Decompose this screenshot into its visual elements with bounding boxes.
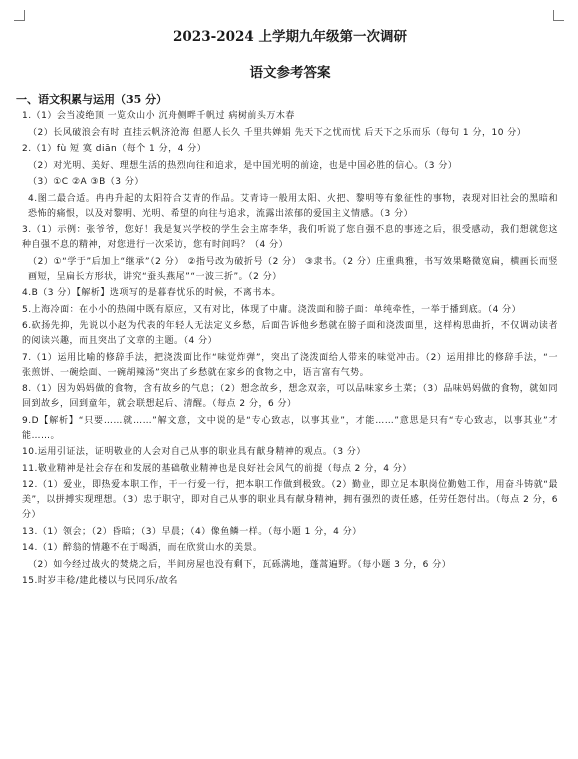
answer-q5: 5.上海冷面：在小小的热闹中既有原应，又有对比，体现了中庸。浇泼面和膀子面：单纯牵性，一举于播到底。（4 分）: [22, 304, 522, 315]
answer-q8: 8.（1）因为妈妈做的食物，含有故乡的气息；（2）想念故乡，想念双亲，可以品味家乡土菜；（3）品味妈妈做的食物，就如同回到故乡，回到童年，就会联想起后、清醒。（每点 2 分，6 分）: [22, 384, 558, 409]
answer-q10: 10.运用引证法，证明敬业的人会对自己从事的职业具有献身精神的观点。（3 分）: [22, 447, 366, 457]
answer-q7: 7.（1）运用比喻的修辞手法，把浇泼面比作“味觉炸弹”，突出了浇泼面给人带来的味觉冲击。（2）运用排比的修辞手法，“一张煎饼、一碗烩面、一碗胡辣汤”突出了乡愁就在家乡的食物之中，语言富有气势。: [22, 352, 558, 378]
section-heading: 一、语文积累与运用（35 分）: [16, 93, 168, 106]
answer-q2-1: 2.（1）fù 短 寞 diān（每个 1 分，4 分）: [22, 144, 207, 154]
answer-q11: 11.敬业精神是社会存在和发展的基础敬业精神也是良好社会风气的前提（每点 2 分，4 分）: [22, 463, 412, 474]
answer-q2-4: 4.图二最合适。冉冉升起的太阳符合艾青的作品。艾青诗一般用太阳、火把、黎明等有象征性的事物，表现对旧社会的黑暗和恐怖的痛恨，以及对黎明、光明、希望的向往与追求，流露出浓郁的爱国主义情感。（3 分）: [28, 193, 558, 219]
answer-q15: 15.时岁丰稔/建此楼以与民同乐/故名: [22, 576, 178, 586]
answer-q3-2: （2）①“学于”后加上“继承”（2 分） ②指号改为破折号（2 分） ③隶书。（2 分）庄重典雅，书写效果略微宽扁，横画长而竖画短，呈扁长方形状，讲究“蚕头燕尾”“一波三折”。（2 分）: [28, 256, 558, 282]
document-title: 2023-2024 上学期九年级第一次调研: [173, 29, 407, 45]
document-subtitle: 语文参考答案: [249, 65, 331, 81]
answer-q6: 6.砍扬先抑，先说以小赵为代表的年轻人无法定义乡愁，后面告诉他乡愁就在膀子面和浇泼面里，这样构思曲折，不仅调动读者的阅读兴趣，而且突出了文章的主题。（4 分）: [22, 321, 558, 346]
answer-q1-2: （2）长风破浪会有时 直挂云帆济沧海 但愿人长久 千里共婵娟 先天下之忧而忧 后天下之乐而乐（每句 1 分，10 分）: [28, 127, 527, 138]
answer-q12: 12.（1）爱业，即热爱本职工作，干一行爱一行，把本职工作做到极致。（2）勤业，即立足本职岗位勤勉工作，用奋斗铸就“最美”，以拼搏实现理想。（3）忠于职守，即对自己从事的职业具有献身精神，拥有强烈的责任感，任劳任怨付出。（每点 2 分，6 分）: [22, 480, 558, 520]
answer-q9: 9.D【解析】“只要……就……”解文意，文中说的是“专心致志，以事其业”，才能……”意思是只有“专心致志，以事其业”才能……。: [22, 415, 558, 441]
answer-q2-2: （2）对光明、美好、理想生活的热烈向往和追求，是中国光明的前途，也是中国必胜的信心。（3 分）: [28, 160, 458, 171]
answer-q3-1: 3.（1）示例：张爷爷，您好！我是复兴学校的学生会主席李华，我们听说了您自强不息的事迹之后，很受感动，我们想就您这种自强不息的精神，对您进行一次采访，您有时间吗？（4 分）: [22, 225, 558, 250]
answer-q2-3: （3）①C ②A ③B（3 分）: [28, 177, 144, 187]
answer-q13: 13.（1）领会；（2）昏暗；（3）早晨；（4）像鱼鳞一样。（每小题 1 分，4 分）: [22, 526, 362, 537]
answer-q4: 4.B（3 分）【解析】选项写的是暮春忧乐的时候，不离书本。: [22, 288, 281, 298]
answer-q14-1: 14.（1）醉翁的情趣不在于喝酒，而在欣赏山水的美景。: [22, 543, 263, 553]
corner-mark-left: [14, 10, 25, 21]
answer-q14-2: （2）如今经过战火的焚烧之后，半间房屋也没有剩下，瓦砾满地，蓬蒿遍野。（每小题 3 分，6 分）: [28, 559, 452, 570]
corner-mark-right: [553, 10, 564, 21]
answer-q1-1: 1.（1）会当凌绝顶 一览众山小 沉舟侧畔千帆过 病树前头万木春: [22, 111, 295, 121]
answer-sheet: [16, 28, 558, 591]
